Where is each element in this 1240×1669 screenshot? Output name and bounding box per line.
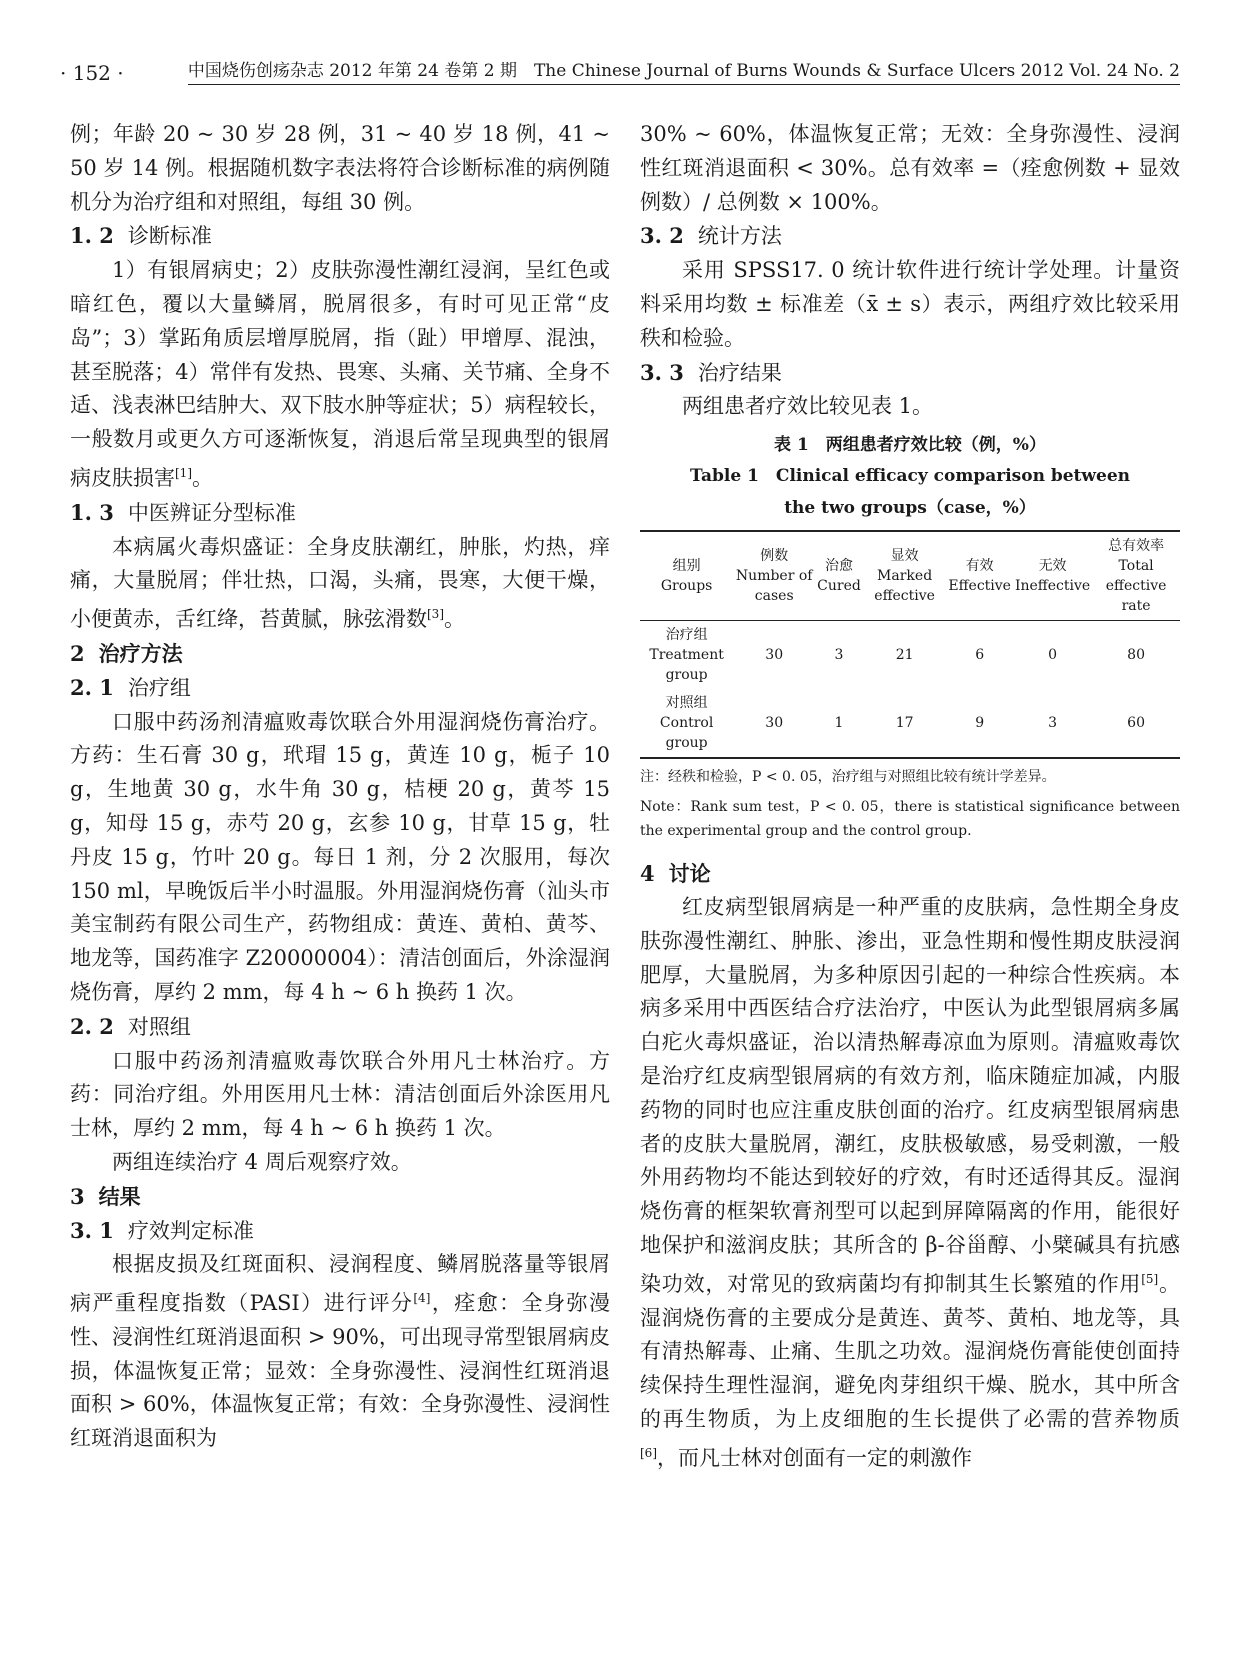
left-column <box>70 118 610 1456</box>
table-cell: 治疗组 Treatment group <box>649 627 724 684</box>
paragraph-text: 。湿润烧伤膏的主要成分是黄连、黄芩、黄柏、地龙等，具有清热解毒、止痛、生肌之功效。湿润烧伤膏能使创面持续保持生理性湿润，避免肉芽组织干燥、脱水，其中所含的再生物质，为上皮细胞的生长提供了必需的营养物质 <box>640 1271 1181 1431</box>
section-title: 治疗方法 <box>98 640 183 666</box>
table-cell: 9 <box>975 715 985 732</box>
section-heading-3-1 <box>70 1214 610 1249</box>
column-header: 组别 Groups <box>660 558 713 595</box>
section-heading-3-3 <box>640 356 1180 391</box>
section-number: 4 <box>640 861 655 887</box>
citation: [4] <box>413 1291 431 1306</box>
section-title: 结果 <box>98 1183 141 1209</box>
table-row <box>640 621 1180 690</box>
column-header: 治愈 Cured <box>817 558 861 595</box>
journal-title: 中国烧伤创疡杂志 2012 年第 24 卷第 2 期 The Chinese Journal of Burns Wounds & Surface Ulcers 2012 Vol. 24 No. 2 <box>188 58 1180 85</box>
section-number: 2 <box>70 640 85 666</box>
paragraph <box>70 531 610 637</box>
section-heading-4 <box>640 857 1180 891</box>
table-cell: 80 <box>1127 647 1145 664</box>
table-cell: 6 <box>975 647 985 664</box>
section-title: 中医辨证分型标准 <box>127 500 296 525</box>
column-header: 例数 Number of cases <box>735 548 813 605</box>
section-title: 诊断标准 <box>127 224 212 249</box>
section-number: 3. 3 <box>640 359 684 385</box>
paragraph: 例；年龄 20 ~ 30 岁 28 例，31 ~ 40 岁 18 例，41 ~ 50 岁 14 例。根据随机数字表法将符合诊断标准的病例随机分为治疗组和对照组，每组 30 例。 <box>70 122 610 214</box>
paragraph-text: ，而凡士林对创面有一定的刺激作 <box>657 1445 972 1470</box>
citation: [5] <box>1141 1271 1159 1286</box>
table-caption-cn: 表 1 两组患者疗效比较（例，%） <box>774 435 1046 456</box>
paragraph-text: 本病属火毒炽盛证：全身皮肤潮红，肿胀，灼热，痒痛，大量脱屑；伴壮热，口渴，头痛，畏寒，大便干燥，小便黄赤，舌红绛，苔黄腻，脉弦滑数 <box>70 534 610 632</box>
section-heading-3 <box>70 1180 610 1214</box>
paragraph: 两组连续治疗 4 周后观察疗效。 <box>112 1149 412 1174</box>
paragraph-text: ，痊愈：全身弥漫性、浸润性红斑消退面积 > 90%，可出现寻常型银屑病皮损，体温恢复正常；显效：全身弥漫性、浸润性红斑消退面积 > 60%，体温恢复正常；有效：全身弥漫性、浸润性红斑消退面积为 <box>70 1291 610 1451</box>
section-title: 治疗结果 <box>697 360 782 385</box>
section-number: 2. 1 <box>70 674 114 700</box>
table-cell: 60 <box>1127 715 1145 732</box>
citation: [6] <box>640 1445 657 1460</box>
efficacy-table <box>640 530 1180 759</box>
section-number: 2. 2 <box>70 1013 114 1039</box>
table-cell: 30 <box>765 647 784 664</box>
right-column <box>640 118 1180 1476</box>
punctuation: 。 <box>444 607 465 632</box>
paragraph <box>70 1248 610 1456</box>
table-row <box>640 689 1180 758</box>
section-heading-1-2 <box>70 219 610 254</box>
table-cell: 3 <box>1048 715 1058 732</box>
column-header: 无效 Ineffective <box>1014 558 1091 595</box>
table-cell: 0 <box>1048 647 1058 664</box>
paragraph-text: 红皮病型银屑病是一种严重的皮肤病，急性期全身皮肤弥漫性潮红、肿胀、渗出，亚急性期和慢性期皮肤浸润肥厚，大量脱屑，为多种原因引起的一种综合性疾病。本病多采用中西医结合疗法治疗，中医认为此型银屑病多属白疕火毒炽盛证，治以清热解毒凉血为原则。清瘟败毒饮是治疗红皮病型银屑病的有效方剂，临床随症加减，内服药物的同时也应注重皮肤创面的治疗。红皮病型银屑病患者的皮肤大量脱屑，潮红，皮肤极敏感，易受刺激，一般外用药物均不能达到较好的疗效，有时还适得其反。湿润烧伤膏的框架软膏剂型可以起到屏障隔离的作用，能很好地保护和滋润皮肤；其所含的 β-谷甾醇、小檗碱具有抗感染功效，对常见的致病菌均有抑制其生长繁殖的作用 <box>640 894 1180 1296</box>
column-header: 显效 Marked effective <box>874 548 935 605</box>
paragraph: 口服中药汤剂清瘟败毒饮联合外用湿润烧伤膏治疗。方药：生石膏 30 g，玳瑁 15 g，黄连 10 g，栀子 10 g，生地黄 30 g，水牛角 30 g，桔梗 20 g，黄芩 15 g，知母 15 g，赤芍 20 g，玄参 10 g，甘草 15 g，牡丹皮 15 g，竹叶 20 g。每日 1 剂，分 2 次服用，每次 150 ml，早晚饭后半小时温服。外用湿润烧伤膏（汕头市美宝制药有限公司生产，药物组成：黄连、黄柏、黄芩、地龙等，国药准字 Z20000004）：清洁创面后，外涂湿润烧伤膏，厚约 2 mm，每 4 h ~ 6 h 换药 1 次。 <box>70 709 610 1004</box>
table-note-cn: 注：经秩和检验，P < 0. 05，治疗组与对照组比较有统计学差异。 <box>640 769 1056 786</box>
paragraph: 口服中药汤剂清瘟败毒饮联合外用凡士林治疗。方药：同治疗组。外用医用凡士林：清洁创面后外涂医用凡士林，厚约 2 mm，每 4 h ~ 6 h 换药 1 次。 <box>70 1048 610 1141</box>
paragraph: 两组患者疗效比较见表 1。 <box>682 394 934 419</box>
section-title: 统计方法 <box>697 224 782 249</box>
citation: [3] <box>427 607 444 622</box>
running-header <box>60 58 1180 88</box>
table-caption-en: Table 1 Clinical efficacy comparison between <box>689 466 1131 487</box>
table-note-en: Note：Rank sum test，P < 0. 05，there is statistical significance between the experimental group and the control group. <box>640 799 1180 840</box>
section-title: 对照组 <box>127 1014 191 1039</box>
table-cell: 30 <box>765 715 784 732</box>
section-number: 3 <box>70 1183 85 1209</box>
punctuation: 。 <box>192 465 213 490</box>
section-heading-2-1 <box>70 671 610 706</box>
citation: [1] <box>175 465 192 480</box>
table-cell: 21 <box>895 647 914 664</box>
section-number: 3. 2 <box>640 223 684 249</box>
column-header: 总有效率 Total effective rate <box>1105 538 1167 615</box>
column-header: 有效 Effective <box>948 558 1011 595</box>
section-heading-3-2 <box>640 219 1180 254</box>
table-cell: 3 <box>834 647 844 664</box>
table-caption-en: the two groups（case，%） <box>784 498 1036 519</box>
section-title: 讨论 <box>668 861 711 887</box>
section-heading-1-3 <box>70 496 610 531</box>
paragraph <box>640 891 1180 1476</box>
table-cell: 17 <box>895 715 914 732</box>
table-header-row <box>640 531 1180 621</box>
paragraph-text: 1）有银屑病史；2）皮肤弥漫性潮红浸润，呈红色或暗红色，覆以大量鳞屑，脱屑很多，有时可见正常“皮岛”；3）掌跖角质层增厚脱屑，指（趾）甲增厚、混浊，甚至脱落；4）常伴有发热、畏寒、头痛、关节痛、全身不适、浅表淋巴结肿大、双下肢水肿等症状；5）病程较长，一般数月或更久方可逐渐恢复，消退后常呈现典型的银屑病皮肤损害 <box>70 258 610 490</box>
section-heading-2 <box>70 637 610 671</box>
section-heading-2-2 <box>70 1010 610 1045</box>
page-number: · 152 · <box>60 61 124 85</box>
paragraph: 采用 SPSS17. 0 统计软件进行统计学处理。计量资料采用均数 ± 标准差（x̄ ± s）表示，两组疗效比较采用秩和检验。 <box>640 258 1180 350</box>
table-cell: 1 <box>834 715 844 732</box>
paragraph <box>70 254 610 496</box>
section-number: 1. 2 <box>70 223 114 249</box>
section-number: 1. 3 <box>70 499 114 525</box>
table-cell: 对照组 Control group <box>659 695 714 752</box>
section-number: 3. 1 <box>70 1217 114 1243</box>
paragraph-text: 根据皮损及红斑面积、浸润程度、鳞屑脱落量等银屑病严重程度指数（PASI）进行评分 <box>70 1252 610 1316</box>
paragraph: 30% ~ 60%，体温恢复正常；无效：全身弥漫性、浸润性红斑消退面积 < 30%。总有效率 =（痊愈例数 + 显效例数）/ 总例数 × 100%。 <box>640 122 1180 214</box>
section-title: 治疗组 <box>127 675 191 700</box>
section-title: 疗效判定标准 <box>127 1218 254 1243</box>
